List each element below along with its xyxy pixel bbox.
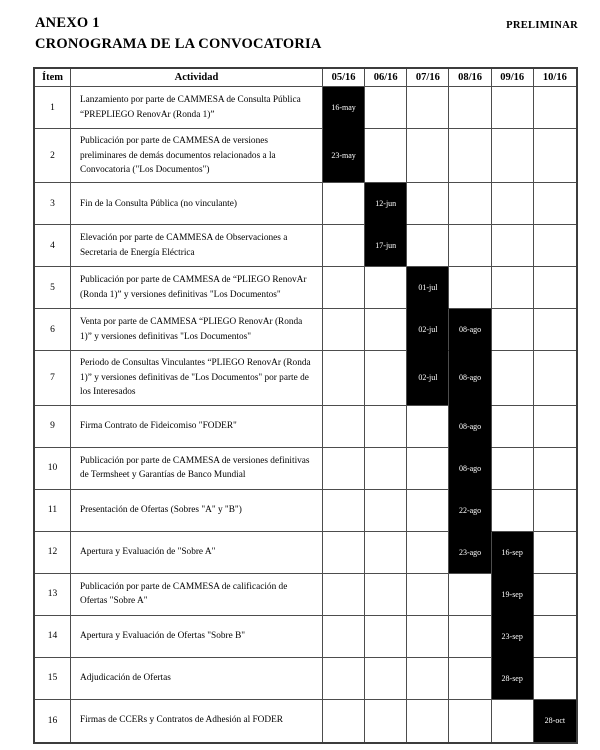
empty-month-cell [323, 700, 365, 742]
gantt-bar-cell: 28-sep [492, 658, 534, 700]
empty-month-cell [365, 351, 407, 405]
empty-month-cell [449, 658, 491, 700]
gantt-bar-cell: 08-ago [449, 309, 491, 351]
activity-text: Apertura y Evaluación de Ofertas "Sobre B" [71, 616, 323, 658]
gantt-bar-cell: 16-may [323, 87, 365, 129]
empty-month-cell [492, 700, 534, 742]
schedule-table-head [35, 69, 576, 87]
empty-month-cell [365, 406, 407, 448]
empty-month-cell [407, 129, 449, 183]
empty-month-cell [407, 87, 449, 129]
gantt-bar-cell: 23-sep [492, 616, 534, 658]
empty-month-cell [365, 532, 407, 574]
empty-month-cell [407, 225, 449, 267]
empty-month-cell [449, 574, 491, 616]
schedule-row [35, 448, 576, 490]
gantt-bar-cell: 23-ago [449, 532, 491, 574]
item-number: 5 [35, 267, 71, 309]
gantt-bar-cell: 02-jul [407, 351, 449, 405]
item-number: 9 [35, 406, 71, 448]
activity-text: Elevación por parte de CAMMESA de Observaciones a Secretaria de Energía Eléctrica [71, 225, 323, 267]
activity-text: Adjudicación de Ofertas [71, 658, 323, 700]
activity-text: Apertura y Evaluación de "Sobre A" [71, 532, 323, 574]
empty-month-cell [365, 574, 407, 616]
month-column-header: 09/16 [492, 69, 534, 87]
empty-month-cell [449, 616, 491, 658]
empty-month-cell [534, 616, 576, 658]
schedule-row [35, 87, 576, 129]
empty-month-cell [449, 700, 491, 742]
item-number: 16 [35, 700, 71, 742]
empty-month-cell [323, 183, 365, 225]
empty-month-cell [365, 267, 407, 309]
empty-month-cell [323, 406, 365, 448]
activity-text: Publicación por parte de CAMMESA de versiones preliminares de demás documentos relacionados a la Convocatoria ("Los Documentos") [71, 129, 323, 183]
empty-month-cell [323, 616, 365, 658]
gantt-bar-cell: 23-may [323, 129, 365, 183]
gantt-bar-cell: 28-oct [534, 700, 576, 742]
activity-text: Periodo de Consultas Vinculantes “PLIEGO RenovAr (Ronda 1)” y versiones definitivas de "Los Documentos" por parte de los Interesados [71, 351, 323, 405]
empty-month-cell [365, 700, 407, 742]
schedule-table-body [35, 87, 576, 741]
empty-month-cell [534, 225, 576, 267]
schedule-row [35, 309, 576, 351]
empty-month-cell [407, 574, 449, 616]
empty-month-cell [534, 490, 576, 532]
month-column-header: 07/16 [407, 69, 449, 87]
schedule-row [35, 267, 576, 309]
empty-month-cell [449, 183, 491, 225]
schedule-row [35, 183, 576, 225]
item-number: 13 [35, 574, 71, 616]
empty-month-cell [407, 183, 449, 225]
item-number: 1 [35, 87, 71, 129]
schedule-row [35, 574, 576, 616]
empty-month-cell [323, 267, 365, 309]
schedule-row [35, 532, 576, 574]
schedule-table [33, 67, 578, 743]
empty-month-cell [492, 225, 534, 267]
schedule-row [35, 616, 576, 658]
schedule-row [35, 351, 576, 405]
empty-month-cell [323, 351, 365, 405]
month-column-header: 08/16 [449, 69, 491, 87]
empty-month-cell [492, 406, 534, 448]
empty-month-cell [407, 658, 449, 700]
schedule-row [35, 490, 576, 532]
gantt-bar-cell: 17-jun [365, 225, 407, 267]
empty-month-cell [492, 351, 534, 405]
empty-month-cell [323, 574, 365, 616]
gantt-bar-cell: 02-jul [407, 309, 449, 351]
empty-month-cell [534, 309, 576, 351]
empty-month-cell [534, 351, 576, 405]
empty-month-cell [407, 406, 449, 448]
empty-month-cell [449, 129, 491, 183]
empty-month-cell [534, 87, 576, 129]
activity-text: Firmas de CCERs y Contratos de Adhesión al FODER [71, 700, 323, 742]
schedule-row [35, 129, 576, 183]
empty-month-cell [365, 309, 407, 351]
empty-month-cell [323, 448, 365, 490]
empty-month-cell [365, 658, 407, 700]
annex-title: ANEXO 1 [35, 15, 100, 31]
month-column-header: 06/16 [365, 69, 407, 87]
empty-month-cell [534, 574, 576, 616]
gantt-bar-cell: 16-sep [492, 532, 534, 574]
activity-text: Publicación por parte de CAMMESA de “PLIEGO RenovAr (Ronda 1)” y versiones definitivas "Los Documentos" [71, 267, 323, 309]
activity-text: Fin de la Consulta Pública (no vinculante) [71, 183, 323, 225]
schedule-row [35, 406, 576, 448]
empty-month-cell [323, 225, 365, 267]
empty-month-cell [534, 448, 576, 490]
gantt-bar-cell: 12-jun [365, 183, 407, 225]
gantt-bar-cell: 08-ago [449, 351, 491, 405]
empty-month-cell [492, 309, 534, 351]
empty-month-cell [492, 448, 534, 490]
empty-month-cell [534, 658, 576, 700]
activity-text: Venta por parte de CAMMESA “PLIEGO RenovAr (Ronda 1)” y versiones definitivas "Los Documentos" [71, 309, 323, 351]
schedule-row [35, 225, 576, 267]
item-number: 3 [35, 183, 71, 225]
empty-month-cell [323, 309, 365, 351]
empty-month-cell [449, 225, 491, 267]
activity-column-header: Actividad [71, 69, 323, 87]
empty-month-cell [492, 129, 534, 183]
empty-month-cell [365, 87, 407, 129]
empty-month-cell [534, 129, 576, 183]
item-number: 12 [35, 532, 71, 574]
page-title: CRONOGRAMA DE LA CONVOCATORIA [35, 35, 322, 52]
empty-month-cell [449, 87, 491, 129]
month-column-header: 05/16 [323, 69, 365, 87]
empty-month-cell [365, 616, 407, 658]
activity-text: Lanzamiento por parte de CAMMESA de Consulta Pública “PREPLIEGO RenovAr (Ronda 1)” [71, 87, 323, 129]
item-number: 2 [35, 129, 71, 183]
empty-month-cell [407, 616, 449, 658]
item-number: 10 [35, 448, 71, 490]
empty-month-cell [492, 87, 534, 129]
empty-month-cell [323, 532, 365, 574]
empty-month-cell [492, 267, 534, 309]
gantt-bar-cell: 22-ago [449, 490, 491, 532]
empty-month-cell [407, 490, 449, 532]
activity-text: Presentación de Ofertas (Sobres "A" y "B") [71, 490, 323, 532]
empty-month-cell [407, 700, 449, 742]
empty-month-cell [365, 490, 407, 532]
gantt-bar-cell: 19-sep [492, 574, 534, 616]
empty-month-cell [534, 406, 576, 448]
month-column-header: 10/16 [534, 69, 576, 87]
table-header-row [35, 69, 576, 87]
empty-month-cell [534, 267, 576, 309]
empty-month-cell [365, 129, 407, 183]
empty-month-cell [449, 267, 491, 309]
schedule-row [35, 658, 576, 700]
item-number: 11 [35, 490, 71, 532]
item-number: 15 [35, 658, 71, 700]
empty-month-cell [323, 490, 365, 532]
empty-month-cell [492, 490, 534, 532]
item-number: 6 [35, 309, 71, 351]
item-number: 14 [35, 616, 71, 658]
schedule-row [35, 700, 576, 742]
empty-month-cell [323, 658, 365, 700]
empty-month-cell [365, 448, 407, 490]
empty-month-cell [534, 183, 576, 225]
gantt-bar-cell: 01-jul [407, 267, 449, 309]
item-number: 7 [35, 351, 71, 405]
gantt-bar-cell: 08-ago [449, 406, 491, 448]
empty-month-cell [407, 448, 449, 490]
empty-month-cell [492, 183, 534, 225]
empty-month-cell [534, 532, 576, 574]
activity-text: Publicación por parte de CAMMESA de versiones definitivas de Termsheet y Garantías de Banco Mundial [71, 448, 323, 490]
gantt-bar-cell: 08-ago [449, 448, 491, 490]
activity-text: Firma Contrato de Fideicomiso "FODER" [71, 406, 323, 448]
preliminary-watermark-label: PRELIMINAR [506, 20, 578, 31]
activity-text: Publicación por parte de CAMMESA de calificación de Ofertas "Sobre A" [71, 574, 323, 616]
empty-month-cell [407, 532, 449, 574]
item-column-header: Ítem [35, 69, 71, 87]
item-number: 4 [35, 225, 71, 267]
